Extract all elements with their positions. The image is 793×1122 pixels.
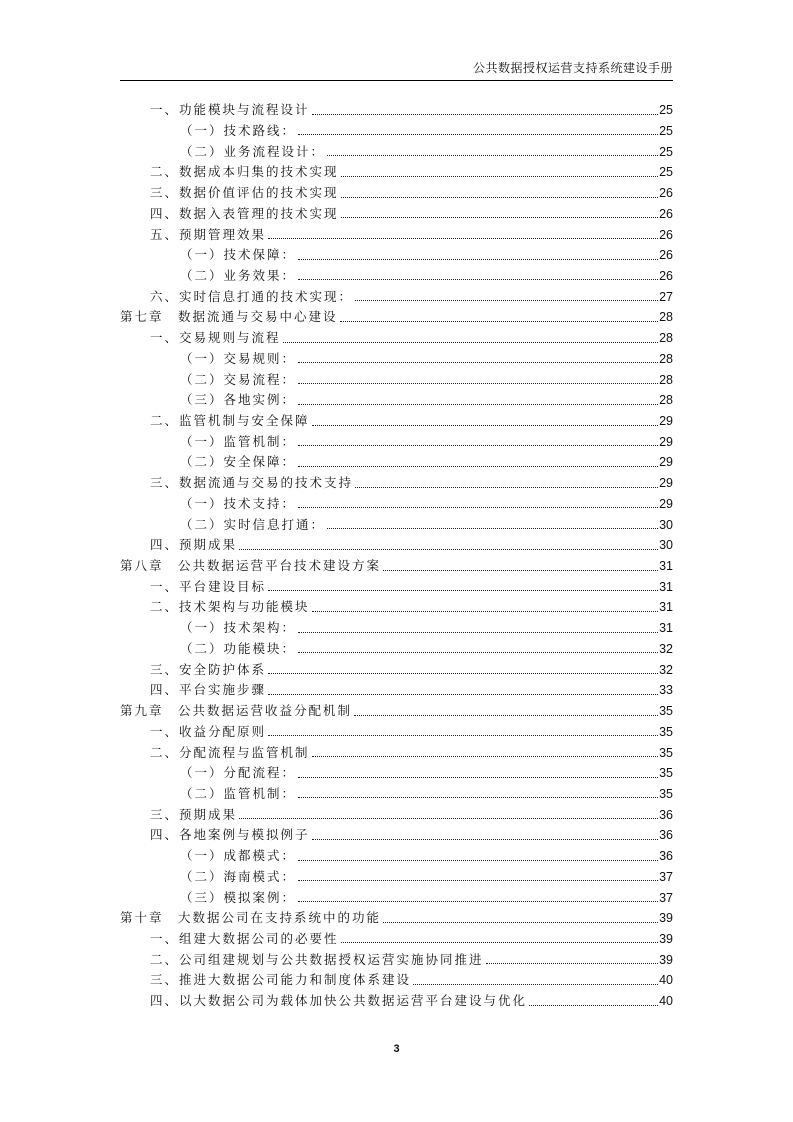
toc-entry[interactable] xyxy=(120,635,673,656)
toc-dot-leader xyxy=(268,238,658,239)
toc-entry[interactable] xyxy=(120,200,673,221)
toc-entry-page: 36 xyxy=(659,828,673,843)
toc-entry-page: 25 xyxy=(659,165,673,180)
toc-entry-title: （二）安全保障： xyxy=(180,454,297,470)
toc-entry-title: 三、预期成果 xyxy=(150,806,238,822)
toc-entry-title: （一）技术架构： xyxy=(180,620,297,636)
toc-dot-leader xyxy=(341,197,659,198)
toc-entry[interactable] xyxy=(120,531,673,552)
toc-entry-page: 32 xyxy=(659,662,673,677)
toc-entry[interactable] xyxy=(120,428,673,449)
toc-entry-page: 28 xyxy=(659,331,673,346)
toc-dot-leader xyxy=(355,300,658,301)
toc-entry-title: 一、交易规则与流程 xyxy=(150,330,281,346)
toc-entry[interactable] xyxy=(120,863,673,884)
toc-entry-page: 35 xyxy=(659,704,673,719)
toc-entry[interactable] xyxy=(120,282,673,303)
toc-entry[interactable] xyxy=(120,386,673,407)
toc-entry-page: 30 xyxy=(659,538,673,553)
toc-entry-title: 五、预期管理效果 xyxy=(150,226,267,242)
toc-entry-title: （一）分配流程： xyxy=(180,765,297,781)
toc-entry[interactable] xyxy=(120,96,673,117)
toc-dot-leader xyxy=(239,818,658,819)
toc-entry-title: （二）业务流程设计： xyxy=(180,143,326,159)
toc-entry[interactable] xyxy=(120,117,673,138)
toc-entry-page: 39 xyxy=(659,952,673,967)
toc-entry-page: 29 xyxy=(659,414,673,428)
toc-entry-page: 29 xyxy=(659,496,673,511)
toc-dot-leader xyxy=(355,487,658,488)
toc-entry-title: （二）实时信息打通： xyxy=(180,516,326,532)
toc-dot-leader xyxy=(312,839,659,840)
toc-entry-page: 31 xyxy=(659,579,673,594)
toc-entry-title: 二、数据成本归集的技术实现 xyxy=(150,164,339,180)
toc-dot-leader xyxy=(298,507,658,508)
toc-dot-leader xyxy=(383,922,658,923)
toc-entry-page: 29 xyxy=(659,455,673,470)
toc-entry-title: 第八章 公共数据运营平台技术建设方案 xyxy=(120,558,382,574)
toc-entry-title: 第九章 公共数据运营收益分配机制 xyxy=(120,703,353,719)
toc-entry-page: 31 xyxy=(659,621,673,636)
toc-entry-page: 28 xyxy=(659,310,673,325)
table-of-contents xyxy=(120,96,673,1008)
toc-entry[interactable] xyxy=(120,821,673,842)
toc-entry[interactable] xyxy=(120,469,673,490)
toc-entry[interactable] xyxy=(120,676,673,697)
toc-entry[interactable] xyxy=(120,945,673,966)
toc-entry-title: （二）功能模块： xyxy=(180,640,297,656)
toc-entry-title: 四、数据入表管理的技术实现 xyxy=(150,205,339,221)
toc-entry[interactable] xyxy=(120,324,673,345)
toc-entry[interactable] xyxy=(120,780,673,801)
toc-entry-page: 25 xyxy=(659,144,673,159)
toc-entry[interactable] xyxy=(120,241,673,262)
toc-entry[interactable] xyxy=(120,345,673,366)
toc-entry-page: 35 xyxy=(659,745,673,760)
page-number: 3 xyxy=(393,1043,400,1055)
toc-dot-leader xyxy=(298,134,658,135)
toc-dot-leader xyxy=(341,942,659,943)
header-divider xyxy=(120,80,673,81)
toc-entry[interactable] xyxy=(120,448,673,469)
toc-entry-page: 25 xyxy=(659,123,673,138)
toc-entry[interactable] xyxy=(120,158,673,179)
toc-entry-page: 26 xyxy=(659,206,673,221)
toc-entry-page: 37 xyxy=(659,890,673,905)
toc-entry-title: 第七章 数据流通与交易中心建设 xyxy=(120,309,338,325)
toc-entry[interactable] xyxy=(120,655,673,676)
toc-entry[interactable] xyxy=(120,966,673,987)
toc-entry-title: （一）交易规则： xyxy=(180,350,297,366)
toc-dot-leader xyxy=(283,342,659,343)
toc-entry-page: 40 xyxy=(659,994,673,1009)
toc-dot-leader xyxy=(312,425,659,426)
toc-entry-title: （三）模拟案例： xyxy=(180,889,297,905)
toc-entry-title: 第十章 大数据公司在支持系统中的功能 xyxy=(120,910,382,926)
toc-entry-title: 二、公司组建规划与公共数据授权运营实施协同推进 xyxy=(150,951,484,967)
toc-entry-title: （一）成都模式： xyxy=(180,848,297,864)
toc-dot-leader xyxy=(298,279,658,280)
toc-dot-leader xyxy=(486,963,659,964)
toc-entry-page: 36 xyxy=(659,849,673,864)
toc-entry-title: （一）技术路线： xyxy=(180,122,297,138)
toc-entry-title: 四、各地案例与模拟例子 xyxy=(150,827,310,843)
toc-entry[interactable] xyxy=(120,759,673,780)
toc-entry[interactable] xyxy=(120,365,673,386)
toc-entry-title: 四、平台实施步骤 xyxy=(150,682,267,698)
toc-dot-leader xyxy=(268,673,658,674)
toc-dot-leader xyxy=(413,984,658,985)
toc-entry-page: 27 xyxy=(659,289,673,304)
toc-entry[interactable] xyxy=(120,738,673,759)
toc-entry[interactable] xyxy=(120,883,673,904)
toc-dot-leader xyxy=(298,445,658,446)
toc-entry-page: 30 xyxy=(659,517,673,532)
toc-entry-title: 三、推进大数据公司能力和制度体系建设 xyxy=(150,972,412,988)
toc-dot-leader xyxy=(298,860,658,861)
toc-dot-leader xyxy=(341,217,659,218)
toc-entry-page: 26 xyxy=(659,248,673,263)
toc-dot-leader xyxy=(298,383,658,384)
toc-entry-title: 一、功能模块与流程设计 xyxy=(150,102,310,118)
toc-dot-leader xyxy=(298,362,658,363)
toc-entry[interactable] xyxy=(120,593,673,614)
toc-entry-title: 二、监管机制与安全保障 xyxy=(150,413,310,428)
toc-entry-page: 25 xyxy=(659,103,673,118)
toc-dot-leader xyxy=(327,528,658,529)
toc-dot-leader xyxy=(298,259,658,260)
toc-entry-title: 一、收益分配原则 xyxy=(150,723,267,739)
toc-entry-page: 35 xyxy=(659,786,673,801)
toc-dot-leader xyxy=(312,611,659,612)
toc-dot-leader xyxy=(298,404,658,405)
toc-entry[interactable] xyxy=(120,220,673,241)
toc-entry-title: （三）各地实例： xyxy=(180,392,297,408)
toc-entry[interactable] xyxy=(120,697,673,718)
toc-entry[interactable] xyxy=(120,925,673,946)
toc-entry[interactable] xyxy=(120,407,673,428)
toc-entry-page: 29 xyxy=(659,434,673,449)
toc-dot-leader xyxy=(327,155,658,156)
toc-entry-title: 二、分配流程与监管机制 xyxy=(150,744,310,760)
toc-entry[interactable] xyxy=(120,303,673,324)
toc-entry-title: （一）技术保障： xyxy=(180,247,297,263)
toc-dot-leader xyxy=(298,797,658,798)
toc-dot-leader xyxy=(298,880,658,881)
toc-entry-page: 26 xyxy=(659,227,673,242)
toc-entry-page: 39 xyxy=(659,931,673,946)
toc-dot-leader xyxy=(239,549,658,550)
toc-entry[interactable] xyxy=(120,510,673,531)
toc-entry[interactable] xyxy=(120,987,673,1008)
toc-entry-title: （一）技术支持： xyxy=(180,495,297,511)
toc-entry[interactable] xyxy=(120,904,673,925)
toc-entry[interactable] xyxy=(120,490,673,511)
toc-entry-title: （二）监管机制： xyxy=(180,785,297,801)
toc-entry[interactable] xyxy=(120,614,673,635)
toc-entry[interactable] xyxy=(120,262,673,283)
toc-dot-leader xyxy=(312,114,659,115)
toc-entry-page: 29 xyxy=(659,476,673,491)
toc-dot-leader xyxy=(268,735,658,736)
toc-entry[interactable] xyxy=(120,842,673,863)
toc-entry-page: 26 xyxy=(659,268,673,283)
toc-entry-page: 28 xyxy=(659,351,673,366)
toc-entry-title: （二）海南模式： xyxy=(180,868,297,884)
toc-entry[interactable] xyxy=(120,179,673,200)
toc-entry[interactable] xyxy=(120,800,673,821)
toc-entry[interactable] xyxy=(120,552,673,573)
toc-dot-leader xyxy=(298,652,658,653)
toc-dot-leader xyxy=(383,570,658,571)
toc-entry-title: 二、技术架构与功能模块 xyxy=(150,599,310,615)
toc-dot-leader xyxy=(341,176,659,177)
running-header-title: 公共数据授权运营支持系统建设手册 xyxy=(472,61,673,75)
toc-dot-leader xyxy=(298,466,658,467)
toc-entry-title: （二）交易流程： xyxy=(180,371,297,387)
toc-entry-page: 33 xyxy=(659,683,673,698)
toc-dot-leader xyxy=(354,715,658,716)
toc-entry[interactable] xyxy=(120,718,673,739)
toc-entry-title: 一、组建大数据公司的必要性 xyxy=(150,930,339,946)
toc-entry-title: 三、安全防护体系 xyxy=(150,661,267,677)
toc-entry-page: 26 xyxy=(659,186,673,201)
toc-entry-page: 32 xyxy=(659,641,673,656)
toc-entry-page: 35 xyxy=(659,766,673,781)
toc-dot-leader xyxy=(298,632,658,633)
toc-dot-leader xyxy=(268,694,658,695)
toc-entry-page: 35 xyxy=(659,724,673,739)
toc-entry-title: 六、实时信息打通的技术实现： xyxy=(150,288,354,304)
toc-entry-page: 37 xyxy=(659,869,673,884)
toc-dot-leader xyxy=(529,1005,658,1006)
toc-entry-page: 36 xyxy=(659,807,673,822)
toc-entry-title: 三、数据流通与交易的技术支持 xyxy=(150,475,354,491)
toc-entry-title: 三、数据价值评估的技术实现 xyxy=(150,185,339,201)
toc-entry-title: （二）业务效果： xyxy=(180,267,297,283)
toc-dot-leader xyxy=(298,777,658,778)
toc-entry-title: 四、预期成果 xyxy=(150,537,238,553)
toc-entry-page: 28 xyxy=(659,372,673,387)
toc-dot-leader xyxy=(268,590,658,591)
toc-dot-leader xyxy=(298,901,658,902)
toc-entry-page: 40 xyxy=(659,973,673,988)
toc-entry-page: 28 xyxy=(659,393,673,408)
toc-dot-leader xyxy=(312,756,659,757)
toc-entry-page: 39 xyxy=(659,911,673,926)
toc-entry-page: 31 xyxy=(659,600,673,615)
toc-entry[interactable] xyxy=(120,573,673,594)
toc-entry-title: （一）监管机制： xyxy=(180,433,297,449)
toc-entry-page: 31 xyxy=(659,559,673,574)
toc-entry-title: 一、平台建设目标 xyxy=(150,578,267,594)
toc-dot-leader xyxy=(340,321,659,322)
toc-entry-title: 四、以大数据公司为载体加快公共数据运营平台建设与优化 xyxy=(150,993,528,1009)
toc-entry[interactable] xyxy=(120,137,673,158)
